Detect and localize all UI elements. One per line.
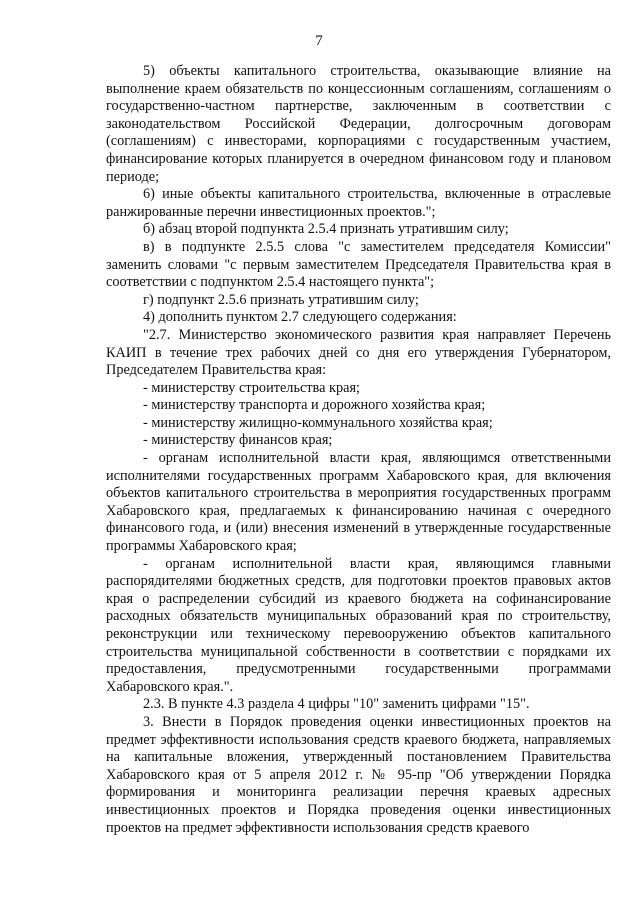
paragraph-item-3: 3. Внести в Порядок проведения оценки инвестиционных проектов на предмет эффективности использования средств краевого бюджета, направляемых на капитальные вложения, утвержденный постановлением Правительства Хабаровского края от 5 апреля 2012 г. № 95-пр "Об утверждении Порядка формирования и мониторинга реализации перечня краевых адресных инвестиционных проектов и Порядка проведения оценки инвестиционных проектов на предмет эффективности использования средств краевого: [106, 713, 611, 836]
document-body: [106, 63, 611, 837]
list-item-executive-authorities-budget: - органам исполнительной власти края, являющимся главными распорядителями бюджетных средств, для подготовки проектов правовых актов края о распределении субсидий из краевого бюджета на софинансирование расходных обязательств муниципальных образований края по строительству, реконструкции или техническому перевооружению объектов капитального строительства муниципальной собственности в соответствии с порядками их предоставления, предусмотренными государственными программами Хабаровского края.".: [106, 555, 611, 695]
list-item-finance-ministry: - министерству финансов края;: [143, 432, 333, 449]
list-item-housing-ministry: - министерству жилищно-коммунального хозяйства края;: [143, 414, 493, 431]
paragraph-item-4: 4) дополнить пунктом 2.7 следующего содержания:: [143, 309, 457, 326]
list-item-transport-ministry: - министерству транспорта и дорожного хозяйства края;: [143, 397, 486, 414]
page-number: 7: [315, 33, 323, 49]
paragraph-item-5: 5) объекты капитального строительства, оказывающие влияние на выполнение краем обязательств по концессионным соглашениям, соглашениям о государственно-частном партнерстве, заключенным в соответствии с законодательством Российской Федерации, долгосрочным договорам (соглашениям) с инвесторами, корпорациями с государственным участием, финансирование которых планируется в очередном финансовом году и плановом периоде;: [106, 63, 611, 185]
paragraph-subitem-g: г) подпункт 2.5.6 признать утратившим силу;: [143, 291, 419, 308]
paragraph-subitem-b: б) абзац второй подпункта 2.5.4 признать утратившим силу;: [143, 221, 509, 238]
paragraph-clause-2-3: 2.3. В пункте 4.3 раздела 4 цифры "10" заменить цифрами "15".: [143, 696, 530, 713]
list-item-construction-ministry: - министерству строительства края;: [143, 379, 361, 396]
paragraph-item-6: 6) иные объекты капитального строительства, включенные в отраслевые ранжированные перечни инвестиционных проектов.";: [106, 186, 611, 220]
paragraph-clause-2-7: "2.7. Министерство экономического развития края направляет Перечень КАИП в течение трех рабочих дней со дня его утверждения Губернатором, Председателем Правительства края:: [106, 326, 611, 379]
list-item-executive-authorities-programs: - органам исполнительной власти края, являющимся ответственными исполнителями государственных программ Хабаровского края, для включения объектов капитального строительства в мероприятия государственных программ Хабаровского края, предлагаемых к финансированию начиная с очередного финансового года, и (или) внесения изменений в утвержденные государственные программы Хабаровского края;: [106, 450, 611, 555]
paragraph-subitem-v: в) в подпункте 2.5.5 слова "с заместителем председателя Комиссии" заменить словами "с первым заместителем Председателя Правительства края в соответствии с подпунктом 2.5.4 настоящего пункта";: [106, 238, 611, 291]
